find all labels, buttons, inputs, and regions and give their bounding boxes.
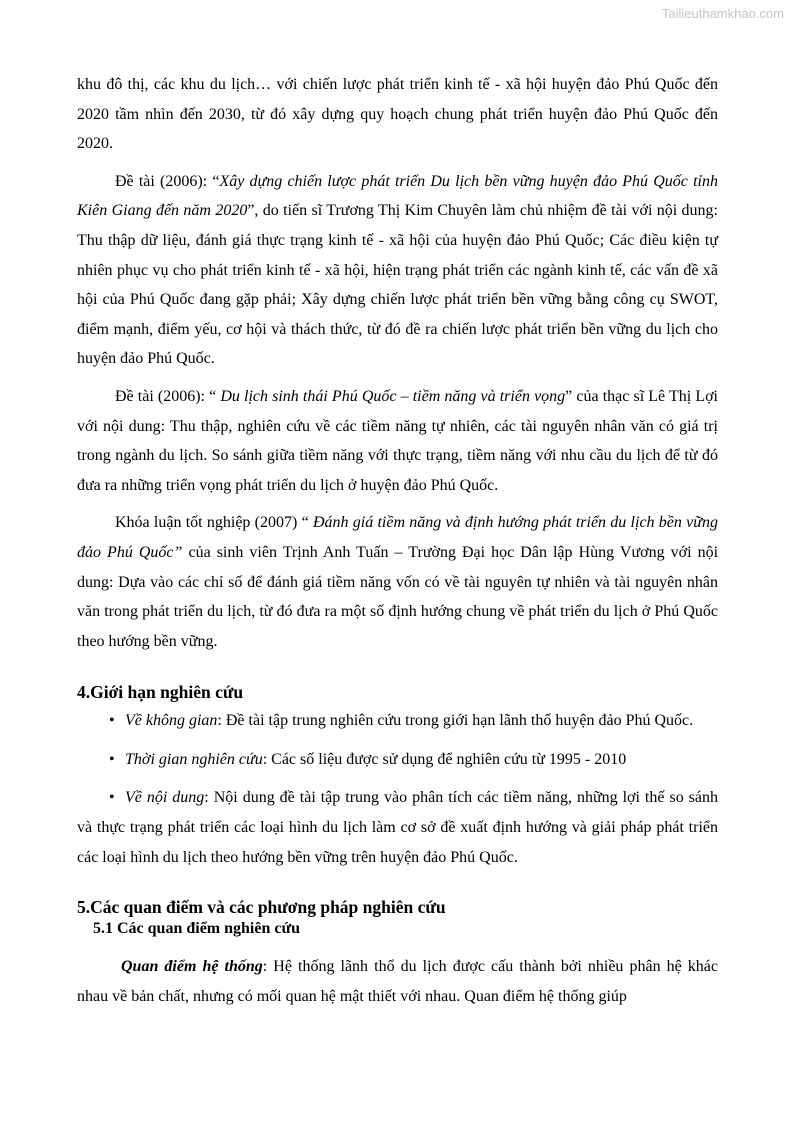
bullet-item-content [77, 783, 718, 872]
bullet-text: : Các số liệu được sử dụng để nghiên cứu từ 1995 - 2010 [262, 750, 627, 768]
bullet-label: Về nội dung [125, 789, 205, 807]
watermark: Tailieuthamkhao.com [661, 6, 784, 21]
paragraph-thesis-2007 [77, 508, 718, 656]
bullet-icon: • [109, 789, 115, 807]
bullet-label: Về không gian [125, 712, 218, 730]
section-5-1-heading: 5.1 Các quan điểm nghiên cứu [93, 920, 300, 938]
paragraph-body: của sinh viên Trịnh Anh Tuấn – Trường Đại học Dân lập Hùng Vương với nội dung: Dựa vào các chỉ số để đánh giá tiềm năng vốn có về tài nguyên tự nhiên và tài nguyên nhân văn trong phát triển du lịch, từ đó đưa ra một số định hướng chung về phát triển du lịch ở Phú Quốc theo hướng bền vững. [77, 543, 719, 650]
bullet-text: : Đề tài tập trung nghiên cứu trong giới hạn lãnh thổ huyện đảo Phú Quốc. [217, 712, 694, 730]
bullet-item-time [77, 745, 718, 775]
document-page [77, 70, 718, 1019]
bullet-text: : Nội dung đề tài tập trung vào phân tích các tiềm năng, những lợi thế so sánh và thực trạng phát triển các loại hình du lịch làm cơ sở đề xuất định hướng và giải pháp phát triển các loại hình du lịch theo hướng bền vững trên huyện đảo Phú Quốc. [77, 789, 718, 866]
paragraph-prefix: Khóa luận tốt nghiệp (2007) “ [115, 514, 313, 532]
viewpoint-label: Quan điểm hệ thống [121, 958, 263, 976]
section-4-heading: 4.Giới hạn nghiên cứu [77, 682, 244, 703]
paragraph-body: ” của thạc sĩ Lê Thị Lợi với nội dung: Thu thập, nghiên cứu về các tiềm năng tự nhiên, các tài nguyên nhân văn có giá trị trong ngành du lịch. So sánh giữa tiềm năng với thực trạng, tiềm năng với nhu cầu du lịch để từ đó đưa ra những triển vọng phát triển du lịch ở huyện đảo Phú Quốc. [77, 387, 719, 494]
bullet-icon: • [109, 750, 115, 768]
paragraph-prefix: Đề tài (2006): “ [115, 387, 221, 405]
paragraph-study-2006-strategy [77, 167, 718, 374]
paragraph-body: ”, do tiến sĩ Trương Thị Kim Chuyên làm chủ nhiệm đề tài với nội dung: Thu thập dữ liệu, đánh giá thực trạng kinh tế - xã hội của huyện đảo Phú Quốc; Các điều kiện tự nhiên phục vụ cho phát triển kinh tế - xã hội, hiện trạng phát triển các ngành kinh tế, các vấn đề xã hội của Phú Quốc đang gặp phải; Xây dựng chiến lược phát triển bền vững bằng công cụ SWOT, điểm mạnh, điểm yếu, cơ hội và thách thức, từ đó đề ra chiến lược phát triển bền vững du lịch cho huyện đảo Phú Quốc. [77, 202, 719, 368]
study-title: Đánh giá tiềm năng và định hướng phát triển du lịch bền vững đảo Phú Quốc” [77, 514, 718, 561]
bullet-label: Thời gian nghiên cứu [125, 750, 263, 768]
paragraph-system-viewpoint [77, 952, 718, 1011]
section-5-heading: 5.Các quan điểm và các phương pháp nghiên cứu [77, 897, 446, 918]
paragraph-study-2006-ecotourism [77, 382, 718, 500]
paragraph-prefix: Đề tài (2006): “ [115, 172, 220, 190]
study-title: Du lịch sinh thái Phú Quốc – tiềm năng và triển vọng [220, 387, 566, 405]
bullet-item-space [77, 706, 718, 736]
paragraph-body: : Hệ thống lãnh thổ du lịch được cấu thành bởi nhiều phân hệ khác nhau về bản chất, nhưng có mối quan hệ mật thiết với nhau. Quan điểm hệ thống giúp [77, 958, 719, 1005]
study-title: Xây dựng chiến lược phát triển Du lịch bền vững huyện đảo Phú Quốc tỉnh Kiên Giang đến năm 2020 [77, 172, 718, 220]
bullet-icon: • [109, 712, 115, 730]
paragraph-intro: khu đô thị, các khu du lịch… với chiến lược phát triển kinh tế - xã hội huyện đảo Phú Quốc đến 2020 tầm nhìn đến 2030, từ đó xây dựng quy hoạch chung phát triển huyện đảo Phú Quốc đến 2020. [77, 76, 718, 153]
